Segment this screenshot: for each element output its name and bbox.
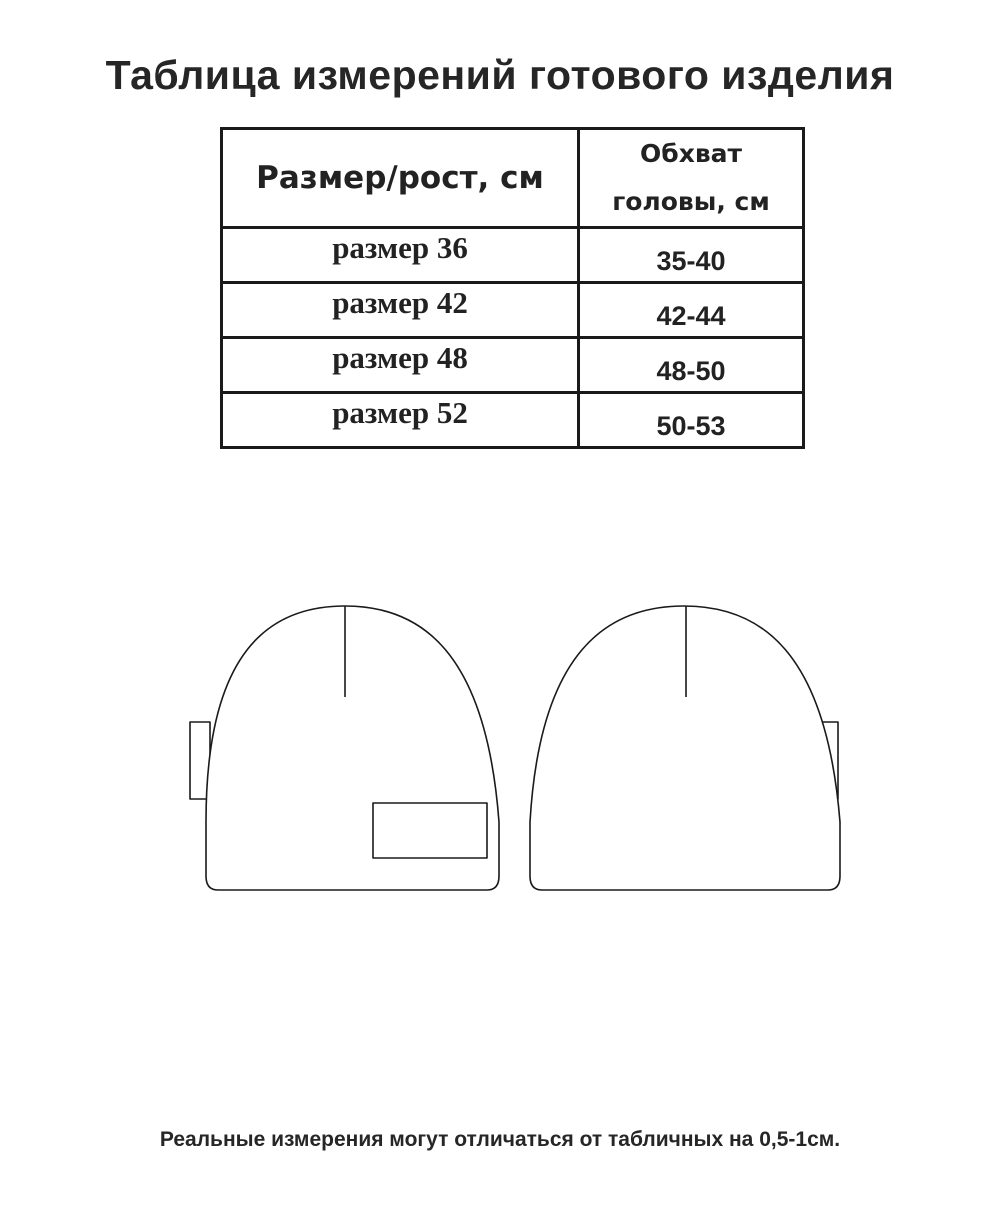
size-cell: размер 48 (222, 338, 579, 393)
table-header-row (222, 129, 804, 228)
size-cell: размер 52 (222, 393, 579, 448)
hat-back-outline (530, 606, 840, 890)
page-title: Таблица измерений готового изделия (105, 52, 895, 98)
table-row (222, 393, 804, 448)
hat-front-view (190, 606, 499, 890)
table-row (222, 228, 804, 283)
girth-cell: 35-40 (579, 228, 804, 283)
header-girth-line2: головы, см (612, 187, 770, 216)
girth-cell: 48-50 (579, 338, 804, 393)
size-table (220, 127, 805, 449)
hat-front-label-patch (373, 803, 487, 858)
size-cell: размер 36 (222, 228, 579, 283)
header-girth-line1: Обхват (639, 139, 742, 168)
hat-back-view (530, 606, 840, 890)
girth-cell: 50-53 (579, 393, 804, 448)
size-cell: размер 42 (222, 283, 579, 338)
hat-drawing (0, 560, 1000, 910)
header-girth (579, 129, 804, 228)
table-row (222, 338, 804, 393)
table-row (222, 283, 804, 338)
header-size: Размер/рост, см (222, 129, 579, 228)
measurement-note: Реальные измерения могут отличаться от табличных на 0,5-1см. (159, 1128, 841, 1151)
girth-cell: 42-44 (579, 283, 804, 338)
